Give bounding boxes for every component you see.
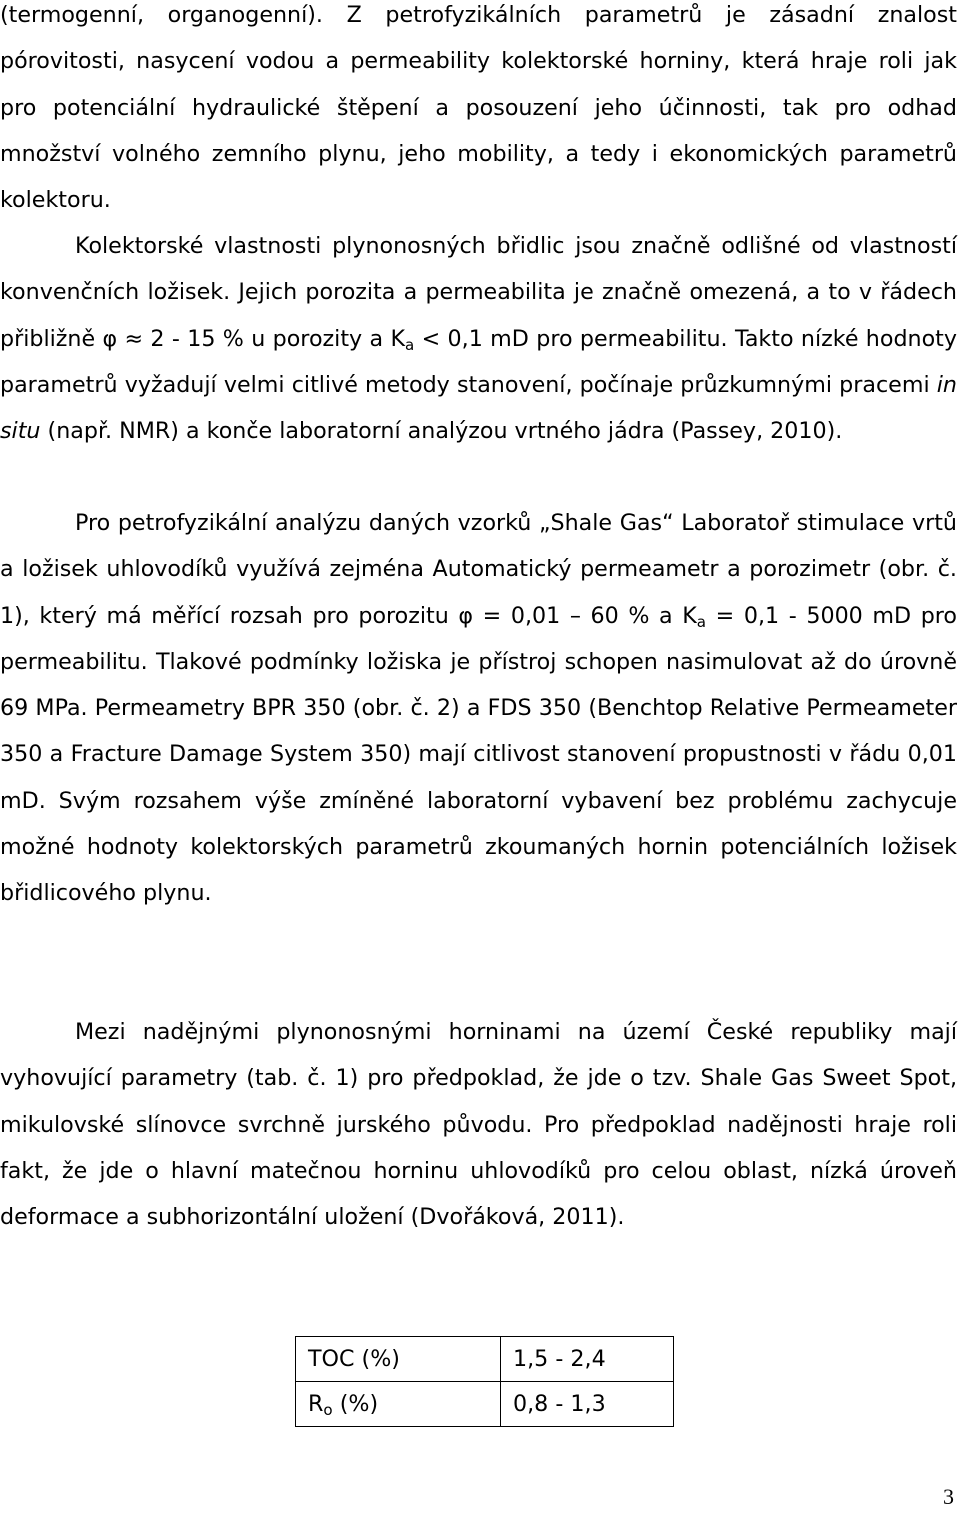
italic-in-situ: in situ (0, 371, 957, 445)
text-run: = 0,1 - 5000 mD pro permeabilitu. Tlakové podmínky ložiska je přístroj schopen nasimulovat až do úrovně 69 MPa. Permeametry BPR 350 (obr. č. 2) a FDS 350 (Benchtop Relative Permeameter 350 a Fracture Damage System 350) mají citlivost stanovení propustnosti v řádu 0,01 mD. Svým rozsahem výše zmíněné laboratorní vybavení bez problému zachycuje možné hodnoty kolektorských parametrů zkoumaných hornin potenciálních ložisek břidlicového plynu. (0, 602, 957, 907)
subscript-a: a (405, 335, 415, 354)
subscript-a: a (696, 612, 707, 631)
cell-text: TOC (%) (308, 1346, 400, 1372)
table-row (296, 1382, 674, 1427)
table-row (296, 1337, 674, 1382)
text-run: Kolektorské vlastnosti plynonosných břidlic jsou značně odlišné od vlastností konvenčních ložisek. Jejich porozita a permeabilita je značně omezená, a to v řádech přibližně φ ≈ 2 - 15 % u porozity a K (0, 233, 957, 352)
parameters-table (295, 1336, 674, 1427)
cell-text: R (308, 1391, 324, 1417)
table-cell-value: 0,8 - 1,3 (501, 1382, 674, 1427)
text-run: (např. NMR) a konče laboratorní analýzou vrtného jádra (Passey, 2010). (40, 418, 843, 445)
table-cell-value: 1,5 - 2,4 (501, 1337, 674, 1382)
paragraph-laboratory-equipment (0, 500, 957, 917)
table-cell-label (296, 1382, 501, 1427)
text-run: Pro petrofyzikální analýzu daných vzorků „Shale Gas“ Laboratoř stimulace vrtů a ložisek uhlovodíků využívá zejména Automatický permeametr a porozimetr (obr. č. 1), který má měřící rozsah pro porozitu φ = 0,01 – 60 % a K (0, 510, 957, 629)
cell-text: (%) (332, 1391, 379, 1417)
page-number: 3 (943, 1484, 954, 1509)
text-run: < 0,1 mD pro permeabilitu. Takto nízké hodnoty parametrů vyžadují velmi citlivé metody stanovení, počínaje průzkumnými pracemi (0, 325, 957, 398)
paragraph-petrophysical-parameters: (termogenní, organogenní). Z petrofyzikálních parametrů je zásadní znalost pórovitosti, nasycení vodou a permeability kolektorské horniny, která hraje roli jak pro potenciální hydraulické štěpení a posouzení jeho účinnosti, tak pro odhad množství volného zemního plynu, jeho mobility, a tedy i ekonomických parametrů kolektoru. (0, 2, 957, 214)
subscript-o: o (323, 1400, 333, 1419)
paragraph-czech-prospects: Mezi nadějnými plynonosnými horninami na území České republiky mají vyhovující parametry (tab. č. 1) pro předpoklad, že jde o tzv. Shale Gas Sweet Spot, mikulovské slínovce svrchně jurského původu. Pro předpoklad nadějnosti hraje roli fakt, že jde o hlavní matečnou horninu uhlovodíků pro celou oblast, nízká úroveň deformace a subhorizontální uložení (Dvořáková, 2011). (0, 1019, 957, 1231)
paragraph-collector-properties (0, 223, 957, 454)
table-cell-label (296, 1337, 501, 1382)
